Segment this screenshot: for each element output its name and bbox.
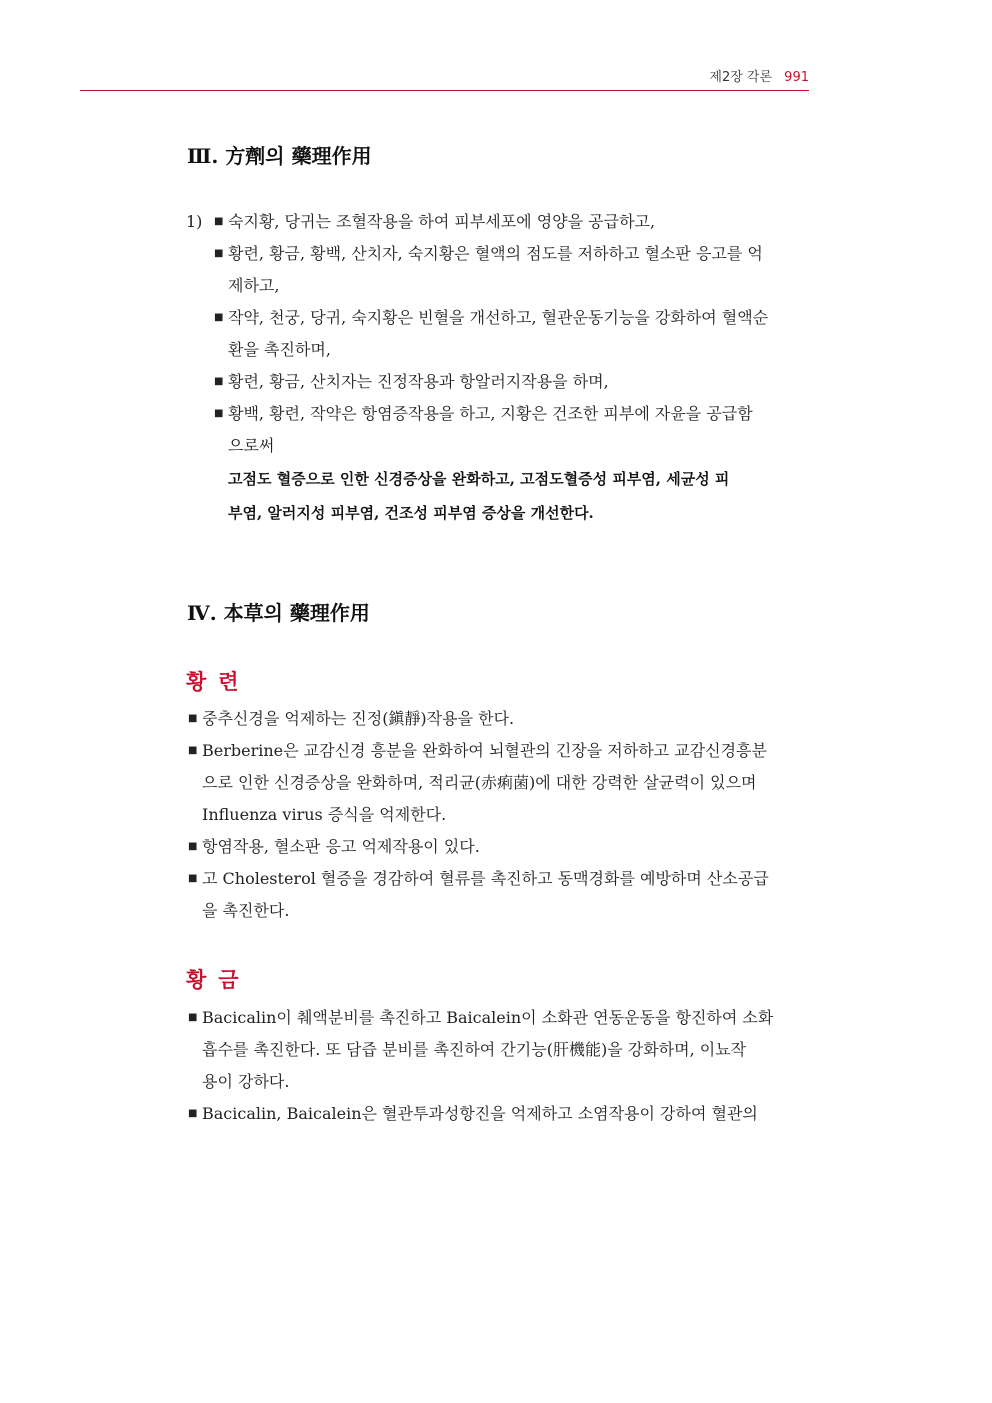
list-item-text: Bacicalin이 췌액분비를 촉진하고 Baicalein이 소화관 연동운동을 항진하여 소화 xyxy=(202,1008,774,1027)
summary-line: 부염, 알러지성 피부염, 건조성 피부염 증상을 개선한다. xyxy=(228,504,594,522)
page-header xyxy=(709,66,809,85)
list-item-text: 으로 인한 신경증상을 완화하며, 적리균(赤痢菌)에 대한 강력한 살균력이 있으며 xyxy=(202,773,757,792)
header-divider xyxy=(80,90,809,91)
list-item-text: 황백, 황련, 작약은 항염증작용을 하고, 지황은 건조한 피부에 자윤을 공급함 xyxy=(228,404,753,423)
list-item xyxy=(188,1002,808,1098)
list-item-text: 흡수를 촉진한다. 또 담즙 분비를 촉진하여 간기능(肝機能)을 강화하며, 이뇨작 xyxy=(202,1040,747,1059)
list-item-text: 황련, 황금, 산치자는 진정작용과 항알러지작용을 하며, xyxy=(228,372,609,391)
bullet-icon: ■ xyxy=(188,1012,198,1023)
list-item xyxy=(214,366,808,398)
list-item-text: Bacicalin, Baicalein은 혈관투과성항진을 억제하고 소염작용이 강하여 혈관의 xyxy=(202,1104,758,1123)
list-item xyxy=(214,206,808,238)
list-item-text: 중추신경을 억제하는 진정(鎭靜)작용을 한다. xyxy=(202,709,515,728)
list-item xyxy=(214,398,808,462)
bullet-icon: ■ xyxy=(188,873,198,884)
list-item-text: 작약, 천궁, 당귀, 숙지황은 빈혈을 개선하고, 혈관운동기능을 강화하여 혈액순 xyxy=(228,308,769,327)
bullet-icon: ■ xyxy=(214,376,224,387)
list-item-text: 환을 촉진하며, xyxy=(228,340,331,359)
list-item-text: 숙지황, 당귀는 조혈작용을 하여 피부세포에 영양을 공급하고, xyxy=(228,212,656,231)
list-item xyxy=(188,735,808,831)
herb-heading-hwangryeon: 황련 xyxy=(186,669,251,694)
bullet-icon: ■ xyxy=(214,216,224,227)
list-item xyxy=(188,831,808,863)
list-item-text: 고 Cholesterol 혈증을 경감하여 혈류를 촉진하고 동맥경화를 예방하며 산소공급 xyxy=(202,869,769,888)
section-3-summary xyxy=(228,462,808,530)
list-item-text: 황련, 황금, 황백, 산치자, 숙지황은 혈액의 점도를 저하하고 혈소판 응고를 억 xyxy=(228,244,763,263)
section-3-bullets xyxy=(214,206,808,462)
list-item-text: 제하고, xyxy=(228,276,280,295)
list-item-text: Berberine은 교감신경 흥분을 완화하여 뇌혈관의 긴장을 저하하고 교감신경흥분 xyxy=(202,741,767,760)
list-item-text: 용이 강하다. xyxy=(202,1072,290,1091)
list-item-text: 을 촉진한다. xyxy=(202,901,290,920)
list-item-text: 으로써 xyxy=(228,436,275,455)
bullet-icon: ■ xyxy=(214,248,224,259)
section-4-heading: Ⅳ. 本草의 藥理作用 xyxy=(187,601,370,625)
summary-line: 고점도 혈증으로 인한 신경증상을 완화하고, 고점도혈증성 피부염, 세균성 피 xyxy=(228,470,730,488)
bullet-icon: ■ xyxy=(188,745,198,756)
herb-1-bullets xyxy=(188,703,808,927)
page-number: 991 xyxy=(784,70,809,85)
bullet-icon: ■ xyxy=(214,408,224,419)
bullet-icon: ■ xyxy=(188,713,198,724)
list-item-text: Influenza virus 증식을 억제한다. xyxy=(202,805,447,824)
section-3-heading: Ⅲ. 方劑의 藥理作用 xyxy=(187,144,372,168)
list-item xyxy=(188,863,808,927)
bullet-icon: ■ xyxy=(214,312,224,323)
herb-heading-hwanggeum: 황금 xyxy=(186,967,251,992)
list-number: 1) xyxy=(186,212,203,231)
herb-2-bullets xyxy=(188,1002,808,1130)
bullet-icon: ■ xyxy=(188,1108,198,1119)
chapter-title: 제2장 각론 xyxy=(709,70,773,85)
list-item xyxy=(188,703,808,735)
list-item xyxy=(214,238,808,302)
list-item xyxy=(188,1098,808,1130)
list-item xyxy=(214,302,808,366)
list-item-text: 항염작용, 혈소판 응고 억제작용이 있다. xyxy=(202,837,480,856)
bullet-icon: ■ xyxy=(188,841,198,852)
